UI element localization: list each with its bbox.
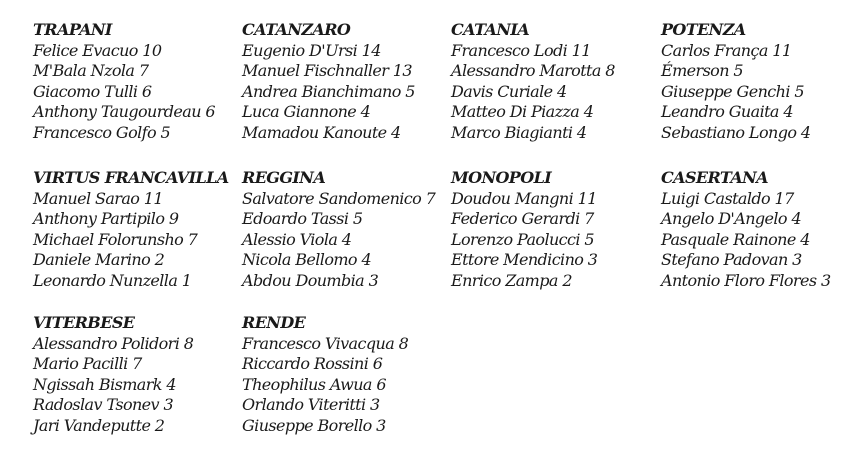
player-entry: Nicola Bellomo 4: [242, 250, 372, 270]
player-entry: Giuseppe Genchi 5: [661, 81, 804, 101]
team-name: MONOPOLI: [451, 168, 552, 187]
player-entry: Riccardo Rossini 6: [242, 354, 383, 374]
player-entry: Jari Vandeputte 2: [33, 415, 165, 435]
player-entry: Carlos França 11: [661, 40, 792, 60]
player-entry: Luca Giannone 4: [242, 102, 371, 122]
player-entry: Anthony Taugourdeau 6: [33, 102, 215, 122]
player-entry: Francesco Vivacqua 8: [242, 333, 409, 353]
team-block-rende: [242, 313, 447, 437]
player-entry: Abdou Doumbia 3: [242, 270, 379, 290]
team-block-potenza: [661, 20, 845, 144]
team-block-viterbese: [33, 313, 238, 437]
team-block-virtus-francavilla: [33, 168, 238, 292]
player-entry: Mamadou Kanoute 4: [242, 122, 401, 142]
team-name: TRAPANI: [33, 20, 112, 39]
player-entry: Manuel Fischnaller 13: [242, 61, 412, 81]
team-name: POTENZA: [661, 20, 746, 39]
player-entry: Theophilus Awua 6: [242, 374, 386, 394]
player-entry: Orlando Viteritti 3: [242, 395, 380, 415]
player-entry: Francesco Lodi 11: [451, 40, 591, 60]
player-entry: Ettore Mendicino 3: [451, 250, 598, 270]
team-block-trapani: [33, 20, 238, 144]
player-entry: Daniele Marino 2: [33, 250, 165, 270]
player-entry: Manuel Sarao 11: [33, 188, 163, 208]
player-entry: Marco Biagianti 4: [451, 122, 587, 142]
player-entry: Angelo D'Angelo 4: [661, 209, 802, 229]
team-block-casertana: [661, 168, 845, 292]
team-block-monopoli: [451, 168, 656, 292]
player-entry: Matteo Di Piazza 4: [451, 102, 594, 122]
player-entry: Doudou Mangni 11: [451, 188, 597, 208]
team-name: CATANIA: [451, 20, 530, 39]
player-entry: Antonio Floro Flores 3: [661, 270, 831, 290]
player-entry: Luigi Castaldo 17: [661, 188, 794, 208]
team-block-catania: [451, 20, 656, 144]
team-name: CATANZARO: [242, 20, 351, 39]
player-entry: Francesco Golfo 5: [33, 122, 171, 142]
player-entry: Federico Gerardi 7: [451, 209, 594, 229]
team-name: VIRTUS FRANCAVILLA: [33, 168, 229, 187]
player-entry: Sebastiano Longo 4: [661, 122, 811, 142]
player-entry: Davis Curiale 4: [451, 81, 567, 101]
player-entry: Alessandro Polidori 8: [33, 333, 194, 353]
player-entry: Giuseppe Borello 3: [242, 415, 386, 435]
player-entry: Edoardo Tassi 5: [242, 209, 363, 229]
player-entry: Michael Folorunsho 7: [33, 229, 198, 249]
player-entry: Anthony Partipilo 9: [33, 209, 179, 229]
player-entry: Leonardo Nunzella 1: [33, 270, 192, 290]
player-entry: Mario Pacilli 7: [33, 354, 142, 374]
player-entry: Andrea Bianchimano 5: [242, 81, 415, 101]
player-entry: Leandro Guaita 4: [661, 102, 793, 122]
player-entry: Ngissah Bismark 4: [33, 374, 176, 394]
team-block-catanzaro: [242, 20, 447, 144]
player-entry: Eugenio D'Ursi 14: [242, 40, 381, 60]
player-entry: Alessio Viola 4: [242, 229, 352, 249]
player-entry: Stefano Padovan 3: [661, 250, 802, 270]
team-name: RENDE: [242, 313, 306, 332]
player-entry: Lorenzo Paolucci 5: [451, 229, 594, 249]
player-entry: Salvatore Sandomenico 7: [242, 188, 436, 208]
player-entry: Émerson 5: [661, 61, 743, 81]
player-entry: Alessandro Marotta 8: [451, 61, 615, 81]
player-entry: Enrico Zampa 2: [451, 270, 572, 290]
team-name: REGGINA: [242, 168, 326, 187]
team-name: VITERBESE: [33, 313, 135, 332]
team-name: CASERTANA: [661, 168, 768, 187]
player-entry: Radoslav Tsonev 3: [33, 395, 174, 415]
player-entry: Giacomo Tulli 6: [33, 81, 152, 101]
player-entry: M'Bala Nzola 7: [33, 61, 149, 81]
player-entry: Felice Evacuo 10: [33, 40, 162, 60]
player-entry: Pasquale Rainone 4: [661, 229, 810, 249]
team-block-reggina: [242, 168, 447, 292]
